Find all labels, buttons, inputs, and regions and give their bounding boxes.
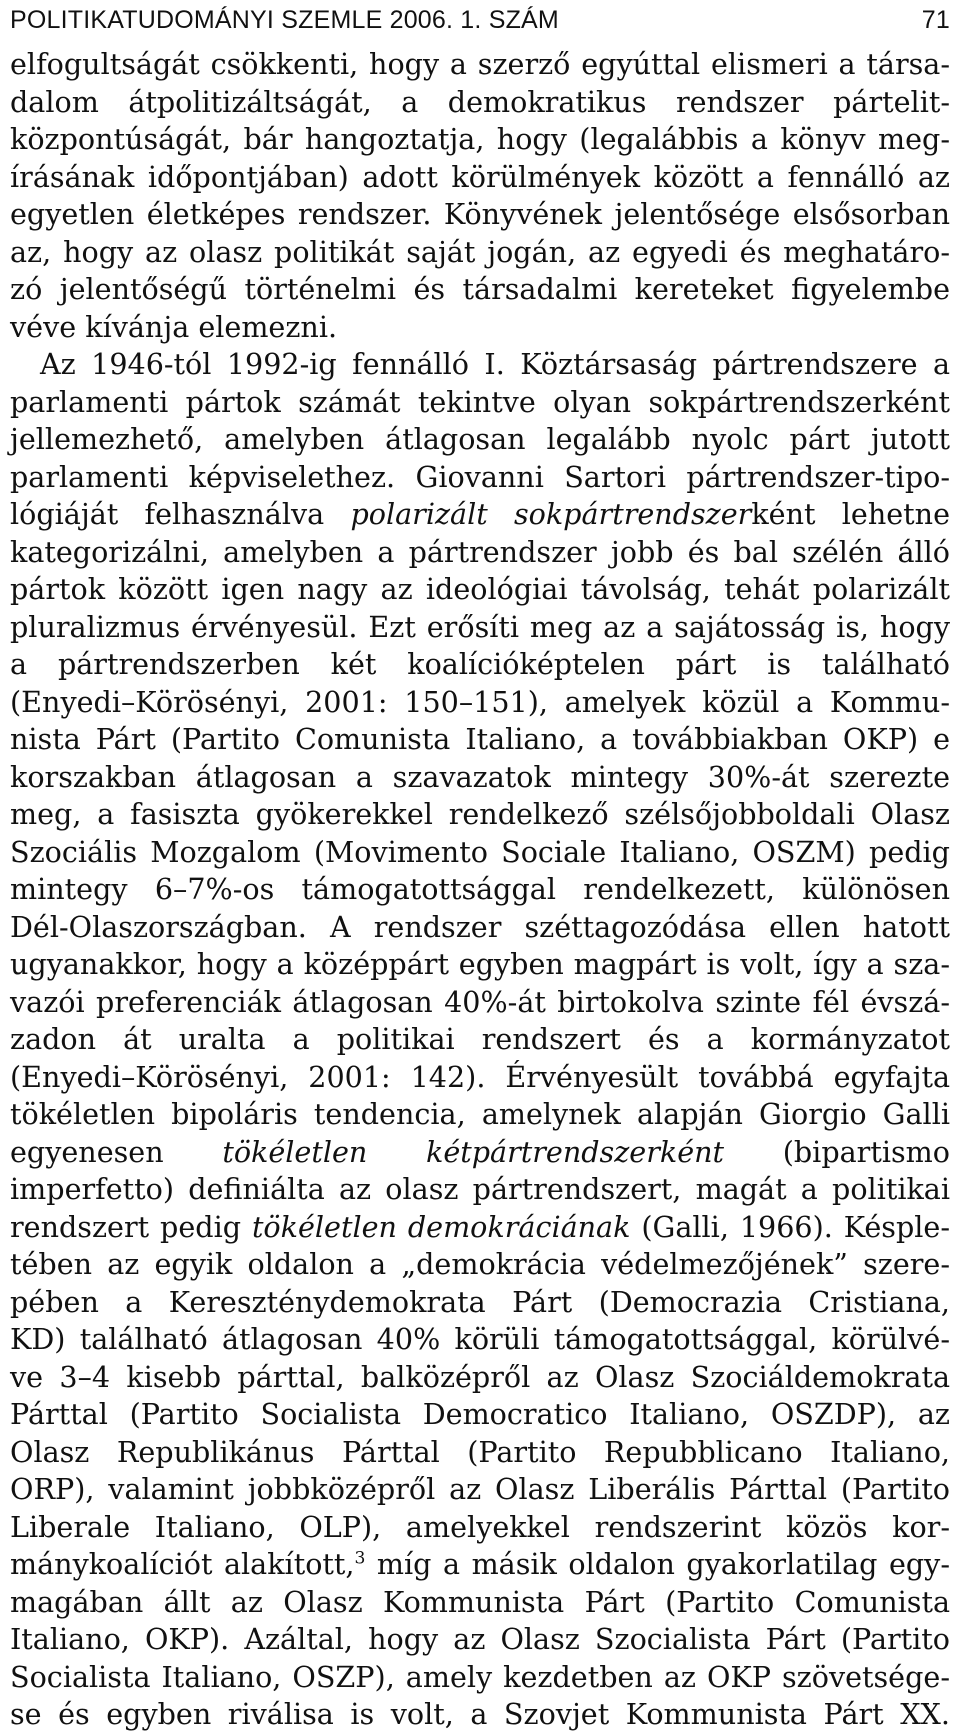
text-line xyxy=(10,946,950,984)
text-run: KD) található átlagosan 40% körüli támogatottsággal, körülvé- xyxy=(10,1322,950,1356)
text-line xyxy=(10,46,950,84)
italic-term: tökéletlen kétpártrendszerként xyxy=(222,1134,725,1169)
text-run: Italiano, OKP). Azáltal, hogy az Olasz Szocialista Párt (Partito xyxy=(10,1622,950,1656)
text-line xyxy=(10,459,950,497)
text-run: jellemezhető, amelyben átlagosan legalább nyolc párt jutott xyxy=(10,422,950,456)
running-head xyxy=(10,0,950,46)
italic-term: polarizált sokpártrendszer xyxy=(350,497,752,531)
text-run: elfogultságát csökkenti, hogy a szerző egyúttal elismeri a társa- xyxy=(10,47,950,81)
text-run: ORP), valamint jobbközépről az Olasz Liberális Párttal (Partito xyxy=(10,1472,950,1506)
text-run: meg, a fasiszta gyökerekkel rendelkező szélsőjobboldali Olasz xyxy=(10,797,950,831)
text-run: pluralizmus érvényesül. Ezt erősíti meg az a sajátosság is, hogy xyxy=(10,609,950,644)
text-line xyxy=(10,1246,950,1284)
text-run: mintegy 6–7%-os támogatottsággal rendelkezett, különösen xyxy=(10,872,950,906)
text-run: parlamenti képviselethez. Giovanni Sartori pártrendszer-tipo- xyxy=(10,459,950,494)
text-line xyxy=(10,759,950,797)
text-line xyxy=(10,1696,950,1734)
text-line xyxy=(10,1359,950,1397)
text-line xyxy=(10,1584,950,1622)
text-line xyxy=(10,909,950,947)
text-run: (bipartismo xyxy=(724,1134,950,1169)
text-line xyxy=(10,421,950,459)
text-line xyxy=(10,1434,950,1472)
text-line xyxy=(10,646,950,684)
text-line xyxy=(10,609,950,647)
text-line xyxy=(10,684,950,722)
text-run: se és egyben riválisa is volt, a Szovjet Kommunista Párt XX. xyxy=(10,1697,950,1731)
journal-title: POLITIKATUDOMÁNYI SZEMLE 2006. 1. SZÁM xyxy=(10,6,559,34)
text-line xyxy=(10,796,950,834)
text-line xyxy=(10,496,950,534)
text-line xyxy=(10,1171,950,1209)
text-run: pártok között igen nagy az ideológiai távolság, tehát polarizált xyxy=(10,572,950,606)
text-line xyxy=(10,834,950,872)
text-line xyxy=(10,1209,950,1247)
text-line xyxy=(10,159,950,197)
text-run: tökéletlen bipoláris tendencia, amelynek alapján Giorgio Galli xyxy=(10,1097,950,1131)
text-line xyxy=(10,1471,950,1509)
text-run: rendszert pedig xyxy=(10,1209,252,1244)
text-line xyxy=(10,1021,950,1059)
text-line xyxy=(10,309,950,347)
text-run: ve 3–4 kisebb párttal, balközépről az Olasz Szociáldemokrata xyxy=(10,1359,950,1394)
text-run: pében a Kereszténydemokrata Párt (Democrazia Cristiana, xyxy=(10,1284,950,1319)
text-run: Az 1946-tól 1992-ig fennálló I. Köztársaság pártrendszere a xyxy=(40,347,950,381)
text-line xyxy=(10,234,950,272)
text-line xyxy=(10,346,950,384)
text-run: egyetlen életképes rendszer. Könyvének jelentősége elsősorban xyxy=(10,197,950,231)
text-run: egyenesen xyxy=(10,1134,223,1169)
text-line xyxy=(10,1096,950,1134)
text-run: Olasz Republikánus Párttal (Partito Repubblicano Italiano, xyxy=(10,1434,950,1469)
text-line xyxy=(10,984,950,1022)
text-run: (Enyedi–Körösényi, 2001: 142). Érvényesült továbbá egyfajta xyxy=(10,1059,950,1094)
text-run: imperfetto) definiálta az olasz pártrendszert, magát a politikai xyxy=(10,1172,950,1206)
text-run: Liberale Italiano, OLP), amelyekkel rendszerint közös kor- xyxy=(10,1509,950,1544)
text-run: ként lehetne xyxy=(751,497,950,531)
italic-term: tökéletlen demokráciának xyxy=(251,1209,631,1244)
text-line xyxy=(10,84,950,122)
text-run: ugyanakkor, hogy a középpárt egyben magpárt is volt, így a sza- xyxy=(10,947,950,981)
text-line xyxy=(10,1059,950,1097)
text-line xyxy=(10,1396,950,1434)
text-run: Párttal (Partito Socialista Democratico Italiano, OSZDP), az xyxy=(10,1397,950,1431)
text-line xyxy=(10,1284,950,1322)
text-line xyxy=(10,534,950,572)
text-run: a pártrendszerben két koalícióképtelen párt is található xyxy=(10,647,950,681)
text-run: zadon át uralta a politikai rendszert és a kormányzatot xyxy=(10,1022,950,1056)
text-line xyxy=(10,196,950,234)
text-line xyxy=(10,1546,950,1584)
text-line xyxy=(10,1659,950,1697)
text-run: (Enyedi–Körösényi, 2001: 150–151), amelyek közül a Kommu- xyxy=(10,684,950,719)
text-run: központúságát, bár hangoztatja, hogy (legalábbis a könyv meg- xyxy=(10,122,950,156)
text-run: Socialista Italiano, OSZP), amely kezdetben az OKP szövetsége- xyxy=(10,1659,950,1694)
text-line xyxy=(10,271,950,309)
footnote-marker: 3 xyxy=(354,1548,366,1569)
text-line xyxy=(10,1134,950,1172)
text-line xyxy=(10,1321,950,1359)
text-run: Szociális Mozgalom (Movimento Sociale Italiano, OSZM) pedig xyxy=(10,834,950,869)
text-run: mánykoalíciót alakított, xyxy=(10,1547,355,1581)
text-run: vazói preferenciák átlagosan 40%-át birtokolva szinte fél évszá- xyxy=(10,984,950,1019)
text-run: dalom átpolitizáltságát, a demokratikus rendszer pártelit- xyxy=(10,84,950,119)
text-run: míg a másik oldalon gyakorlatilag egy- xyxy=(365,1547,950,1581)
text-line xyxy=(10,1621,950,1659)
text-run: Dél-Olaszországban. A rendszer széttagozódása ellen hatott xyxy=(10,909,950,944)
text-run: lógiáját felhasználva xyxy=(10,497,351,531)
page-number: 71 xyxy=(921,6,950,34)
text-run: nista Párt (Partito Comunista Italiano, a továbbiakban OKP) e xyxy=(10,722,950,756)
text-line xyxy=(10,721,950,759)
text-run: zó jelentőségű történelmi és társadalmi kereteket figyelembe xyxy=(10,272,950,306)
text-run: az, hogy az olasz politikát saját jogán, az egyedi és meghatáro- xyxy=(10,234,950,269)
text-run: korszakban átlagosan a szavazatok mintegy 30%-át szerezte xyxy=(10,759,950,794)
text-run: magában állt az Olasz Kommunista Párt (Partito Comunista xyxy=(10,1584,950,1619)
text-line xyxy=(10,1509,950,1547)
text-line xyxy=(10,871,950,909)
text-run: parlamenti pártok számát tekintve olyan sokpártrendszerként xyxy=(10,384,950,419)
text-run: kategorizálni, amelyben a pártrendszer jobb és bal szélén álló xyxy=(10,534,950,569)
text-run: (Galli, 1966). Késple- xyxy=(630,1209,950,1244)
text-run: tében az egyik oldalon a „demokrácia védelmezőjének” szere- xyxy=(10,1247,950,1281)
text-line xyxy=(10,384,950,422)
body-text xyxy=(10,46,950,1734)
text-run: véve kívánja elemezni. xyxy=(10,309,338,344)
text-run: írásának időpontjában) adott körülmények között a fennálló az xyxy=(10,159,950,194)
text-line xyxy=(10,121,950,159)
text-line xyxy=(10,571,950,609)
